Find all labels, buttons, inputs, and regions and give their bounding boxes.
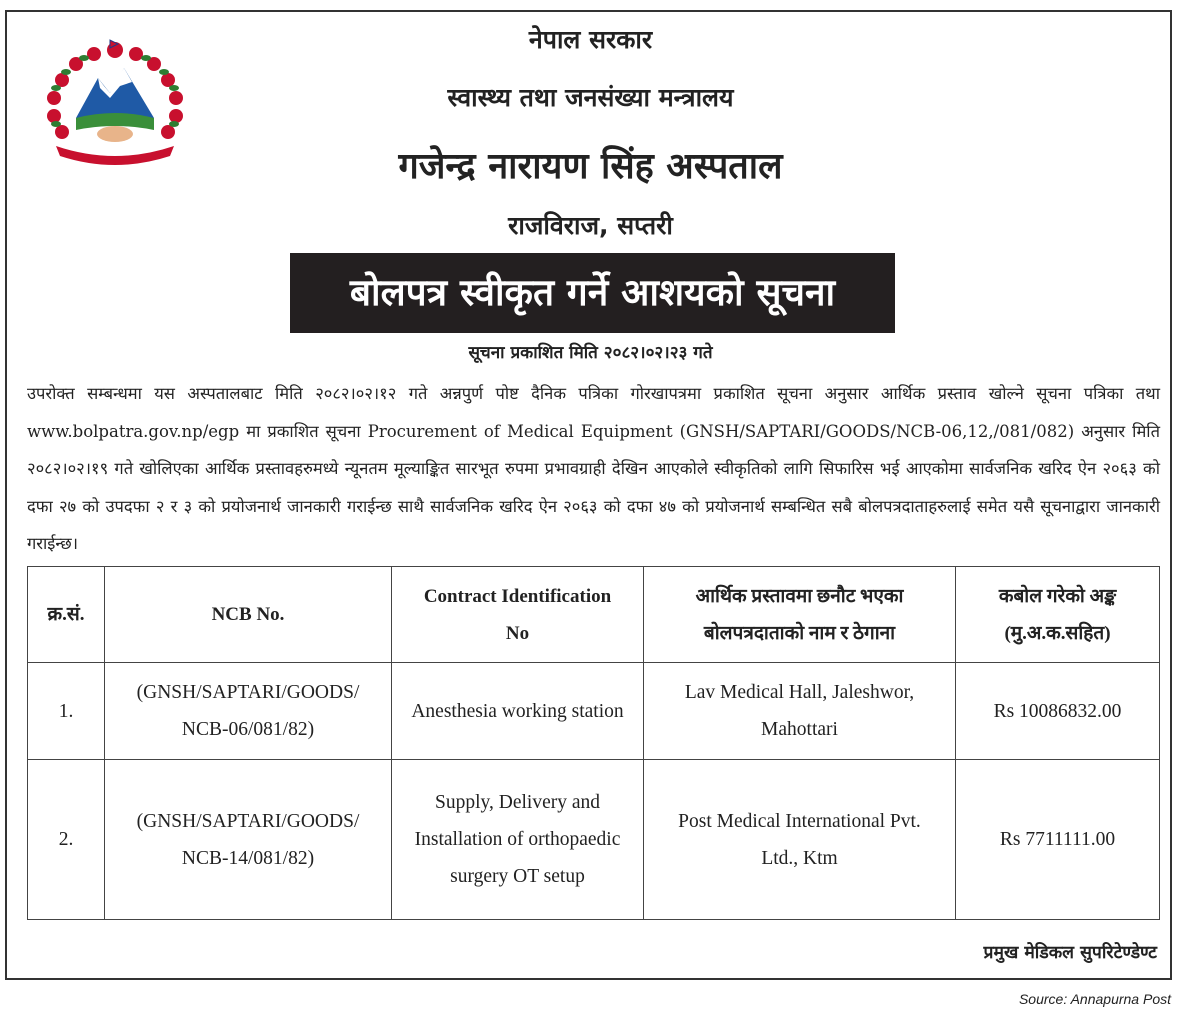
row-ncb-line2: NCB-06/081/82) bbox=[181, 719, 315, 740]
hospital-title: गजेन्द्र नारायण सिंह अस्पताल bbox=[398, 146, 783, 187]
row-sn: 1. bbox=[28, 663, 105, 760]
row-bidder-line2: Ltd., Ktm bbox=[761, 847, 838, 869]
table-row bbox=[28, 760, 1160, 920]
ministry-title: स्वास्थ्य तथा जनसंख्या मन्त्रालय bbox=[447, 83, 734, 112]
row-ncb bbox=[105, 663, 392, 760]
table-row bbox=[28, 663, 1160, 760]
row-contract-line2: Installation of orthopaedic bbox=[414, 829, 621, 850]
row-contract-line3: surgery OT setup bbox=[450, 866, 585, 887]
row-contract bbox=[392, 760, 644, 920]
header-amount-line1: कबोल गरेको अङ्क bbox=[998, 585, 1117, 607]
row-ncb-line1: (GNSH/SAPTARI/GOODS/ bbox=[136, 682, 360, 703]
publication-date: सूचना प्रकाशित मिति २०८२।०२।२३ गते bbox=[468, 343, 713, 363]
signatory-title: प्रमुख मेडिकल सुपरिटेण्डेण्ट bbox=[983, 943, 1157, 963]
header-sn: क्र.सं. bbox=[28, 567, 105, 663]
table-header-row bbox=[28, 567, 1160, 663]
row-ncb bbox=[105, 760, 392, 920]
row-amount: Rs 10086832.00 bbox=[956, 663, 1160, 760]
row-contract-line1: Supply, Delivery and bbox=[435, 792, 600, 813]
header-amount bbox=[956, 567, 1160, 663]
government-title: नेपाल सरकार bbox=[528, 25, 653, 54]
header-amount-line2: (मु.अ.क.सहित) bbox=[1004, 622, 1111, 644]
row-ncb-line1: (GNSH/SAPTARI/GOODS/ bbox=[136, 810, 360, 832]
row-bidder-line1: Post Medical International Pvt. bbox=[678, 810, 921, 832]
header-bidder-line1: आर्थिक प्रस्तावमा छनौट भएका bbox=[695, 585, 904, 607]
notice-title-banner: बोलपत्र स्वीकृत गर्ने आशयको सूचना bbox=[290, 253, 895, 333]
row-bidder bbox=[644, 663, 956, 760]
row-amount: Rs 7711111.00 bbox=[956, 760, 1160, 920]
header-contract bbox=[392, 567, 644, 663]
row-bidder-line1: Lav Medical Hall, Jaleshwor, bbox=[684, 682, 915, 703]
header-bidder-line2: बोलपत्रदाताको नाम र ठेगाना bbox=[703, 622, 896, 644]
header-bidder bbox=[644, 567, 956, 663]
hospital-location: राजविराज, सप्तरी bbox=[508, 211, 673, 240]
row-bidder bbox=[644, 760, 956, 920]
row-sn: 2. bbox=[28, 760, 105, 920]
header-ncb: NCB No. bbox=[105, 567, 392, 663]
row-contract: Anesthesia working station bbox=[392, 663, 644, 760]
notice-body: उपरोक्त सम्बन्धमा यस अस्पतालबाट मिति २०८२।०२।१२ गते अन्नपुर्ण पोष्ट दैनिक पत्रिका गोरखापत्रमा प्रकाशित सूचना अनुसार आर्थिक प्रस्ताव खोल्ने सूचना पत्रिका तथा www.bolpatra.gov.np/egp मा प्रकाशित सूचना Procurement of Medical Equipment (GNSH/SAPTARI/GOODS/NCB-06,12,/081/082) अनुसार मिति २०८२।०२।१९ गते खोलिएका आर्थिक प्रस्तावहरुमध्ये न्यूनतम मूल्याङ्कित सारभूत रुपमा प्रभावग्राही देखिन आएकोले स्वीकृतिको लागि सिफारिस भई आएकोमा सार्वजनिक खरिद ऐन २०६३ को दफा २७ को उपदफा २ र ३ को प्रयोजनार्थ जानकारी गराईन्छ साथै सार्वजनिक खरिद ऐन २०६३ को दफा ४७ को प्रयोजनार्थ सम्बन्धित सबै बोलपत्रदाताहरुलाई समेत यसै सूचनाद्वारा जानकारी गराईन्छ। bbox=[27, 384, 1160, 554]
row-bidder-line2: Mahottari bbox=[761, 719, 838, 740]
bid-table bbox=[27, 566, 1160, 920]
header-contract-line2: No bbox=[505, 622, 530, 644]
row-ncb-line2: NCB-14/081/82) bbox=[181, 847, 315, 869]
header-contract-line1: Contract Identification bbox=[423, 585, 612, 607]
source-credit: Source: Annapurna Post bbox=[1018, 991, 1171, 1007]
